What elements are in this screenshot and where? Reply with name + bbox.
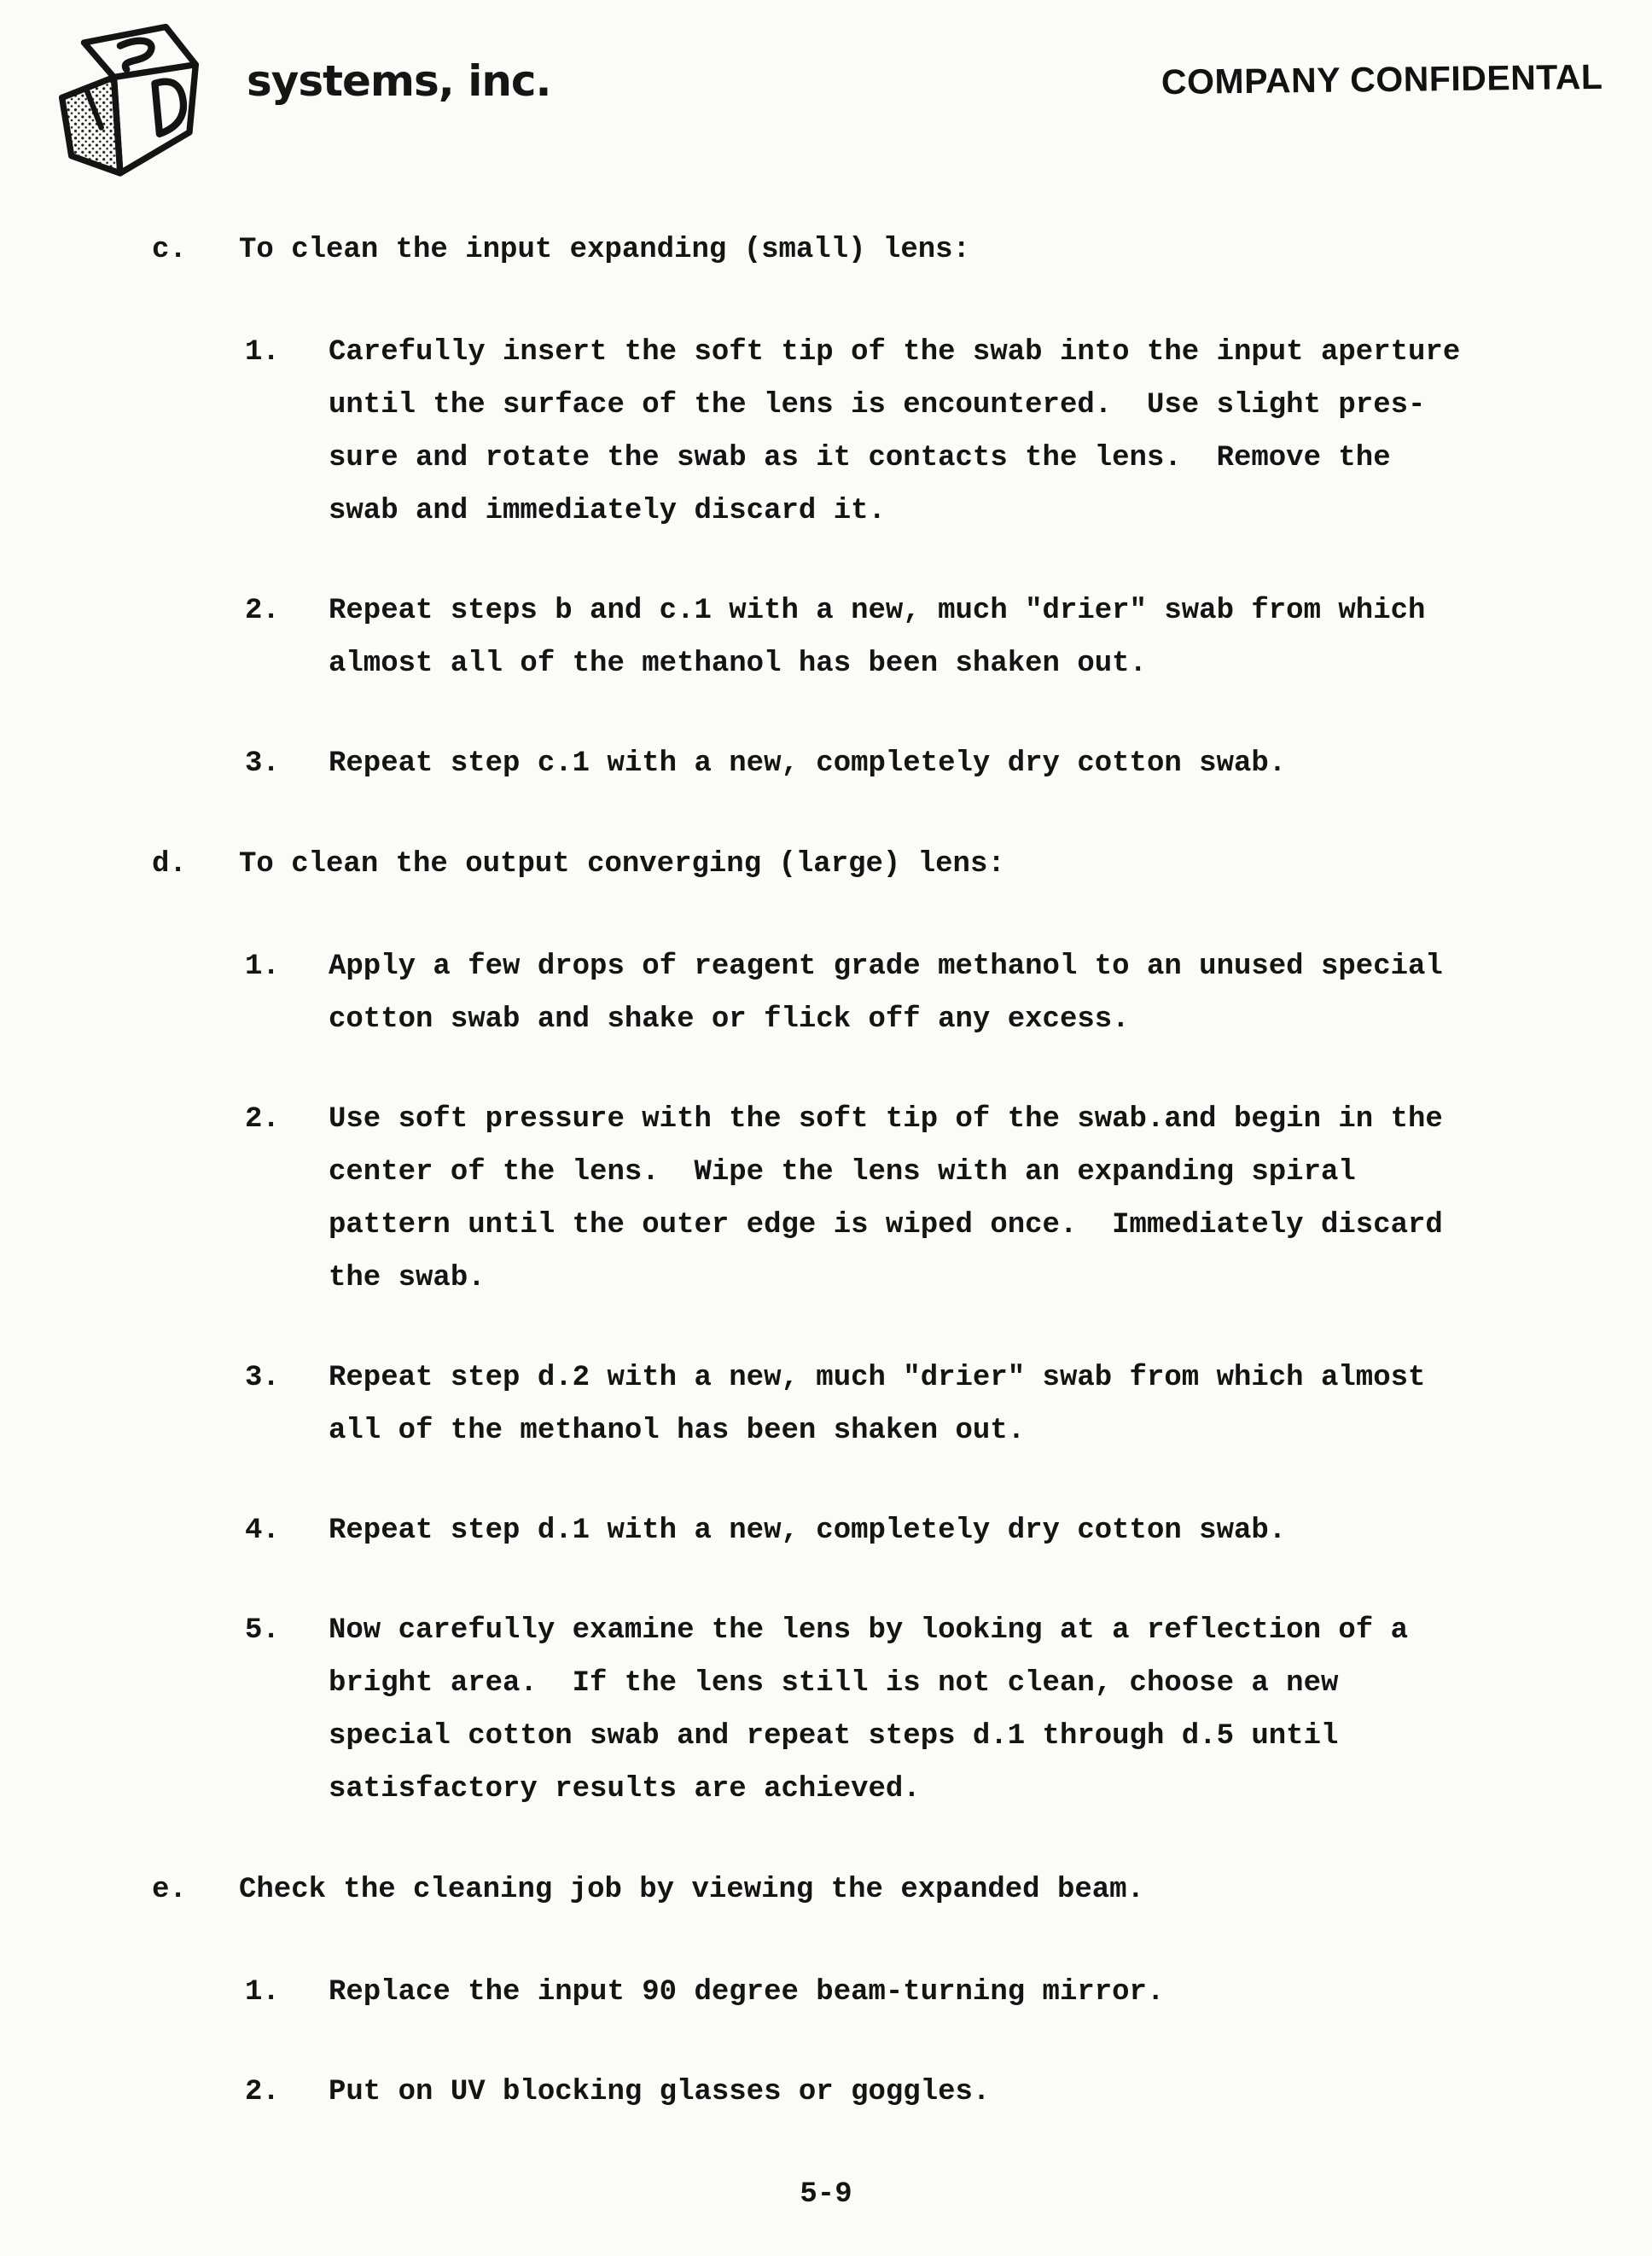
section-label: e. [152, 1874, 187, 1906]
item-text: Repeat step d.2 with a new, much "drier" swab from which almost all of the methanol has been shaken out. [329, 1362, 1426, 1447]
item-number: 1. [245, 336, 280, 369]
section-d [0, 838, 1652, 1816]
section-e [0, 1864, 1652, 2119]
list-item [245, 326, 1652, 538]
document-body [0, 224, 1652, 2119]
company-name: systems, inc. [247, 56, 551, 106]
item-number: 3. [245, 1362, 280, 1394]
item-number: 2. [245, 595, 280, 627]
list-item [245, 1093, 1652, 1305]
company-cube-logo-icon [38, 15, 219, 210]
list-item [245, 584, 1652, 690]
item-text: Repeat step c.1 with a new, completely dry cotton swab. [329, 747, 1287, 780]
item-text: Use soft pressure with the soft tip of the swab.and begin in the center of the lens. Wipe the lens with an expanding spiral pattern until the outer edge is wiped once. Immediately discard the swab. [329, 1103, 1443, 1294]
section-heading [152, 838, 1652, 891]
list-item [245, 1604, 1652, 1816]
section-heading [152, 1864, 1652, 1916]
item-text: Repeat steps b and c.1 with a new, much "drier" swab from which almost all of the methanol has been shaken out. [329, 595, 1426, 680]
item-text: Now carefully examine the lens by looking at a reflection of a bright area. If the lens still is not clean, choose a new special cotton swab and repeat steps d.1 through d.5 until satisfactory results are achieved. [329, 1614, 1409, 1805]
section-title: To clean the input expanding (small) lens: [239, 234, 970, 266]
item-text: Carefully insert the soft tip of the swab into the input aperture until the surface of the lens is encountered. Use slight pres- sure and rotate the swab as it contacts the lens. Remove the swab and immediately discard it. [329, 336, 1461, 527]
item-text: Put on UV blocking glasses or goggles. [329, 2076, 991, 2108]
list-item [245, 737, 1652, 790]
section-label: d. [152, 848, 187, 881]
item-number: 4. [245, 1515, 280, 1547]
page-number: 5-9 [800, 2178, 852, 2211]
list-item [245, 2066, 1652, 2119]
confidential-stamp: COMPANY CONFIDENTAL [1160, 56, 1603, 102]
section-title: To clean the output converging (large) lens: [239, 848, 1005, 881]
item-number: 5. [245, 1614, 280, 1647]
list-item [245, 1966, 1652, 2019]
item-text: Repeat step d.1 with a new, completely dry cotton swab. [329, 1515, 1287, 1547]
section-title: Check the cleaning job by viewing the expanded beam. [239, 1874, 1144, 1906]
section-c [0, 224, 1652, 790]
item-number: 1. [245, 951, 280, 983]
item-number: 2. [245, 1103, 280, 1136]
list-item [245, 1352, 1652, 1457]
item-number: 3. [245, 747, 280, 780]
list-item [245, 940, 1652, 1046]
item-number: 2. [245, 2076, 280, 2108]
list-item [245, 1504, 1652, 1557]
item-text: Apply a few drops of reagent grade methanol to an unused special cotton swab and shake or flick off any excess. [329, 951, 1443, 1036]
page-header [0, 0, 1652, 210]
section-label: c. [152, 234, 187, 266]
item-text: Replace the input 90 degree beam-turning mirror. [329, 1976, 1165, 2009]
item-number: 1. [245, 1976, 280, 2009]
section-heading [152, 224, 1652, 276]
